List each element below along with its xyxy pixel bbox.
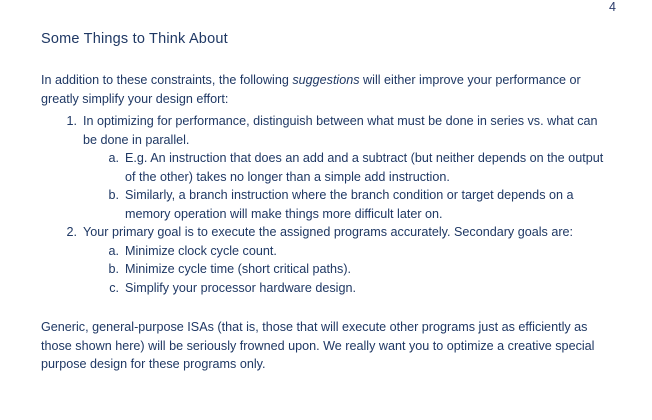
list-item-text: E.g. An instruction that does an add and a subtract (but neither depends on the output of the other) takes no longer than a simple add instruction. [125, 151, 604, 184]
list-item-text: Your primary goal is to execute the assigned programs accurately. Secondary goals are: [83, 225, 574, 239]
list-item [83, 260, 615, 279]
list-marker: a. [108, 151, 119, 165]
list-marker: c. [109, 280, 119, 295]
suggestions-list [41, 112, 615, 297]
list-marker: 2. [66, 225, 77, 239]
list-item-text: Similarly, a branch instruction where the branch condition or target depends on a memory operation will make things more difficult later on. [125, 188, 574, 221]
intro-emphasis: suggestions [292, 73, 360, 87]
list-item-text: In optimizing for performance, distinguish between what must be done in series vs. what can be done in parallel. [83, 114, 598, 147]
intro-paragraph [41, 71, 611, 108]
intro-text-after: will either improve your performance or greatly simplify your design effort: [41, 73, 581, 106]
intro-text-before: In addition to these constraints, the following [41, 73, 293, 87]
list-item [41, 112, 615, 223]
list-item [83, 279, 615, 298]
list-item-text: Minimize cycle time (short critical paths). [125, 262, 352, 276]
page-number: 4 [609, 0, 616, 14]
list-marker: a. [108, 243, 119, 258]
page-content [41, 30, 615, 378]
list-marker: 1. [66, 114, 77, 128]
list-item [83, 149, 615, 186]
list-item [83, 242, 615, 261]
list-item-text: Minimize clock cycle count. [125, 243, 277, 258]
list-marker: b. [108, 262, 119, 276]
closing-paragraph: Generic, general-purpose ISAs (that is, those that will execute other programs just as efficiently as those shown here) will be seriously frowned upon. We really want you to optimize a creative special purpose design for these programs only. [41, 320, 595, 371]
list-marker: b. [108, 188, 119, 202]
list-item [41, 223, 615, 297]
section-heading: Some Things to Think About [41, 31, 228, 47]
list-item [83, 186, 615, 223]
sub-list [83, 149, 615, 223]
sub-list [83, 242, 615, 298]
list-item-text: Simplify your processor hardware design. [125, 280, 356, 295]
